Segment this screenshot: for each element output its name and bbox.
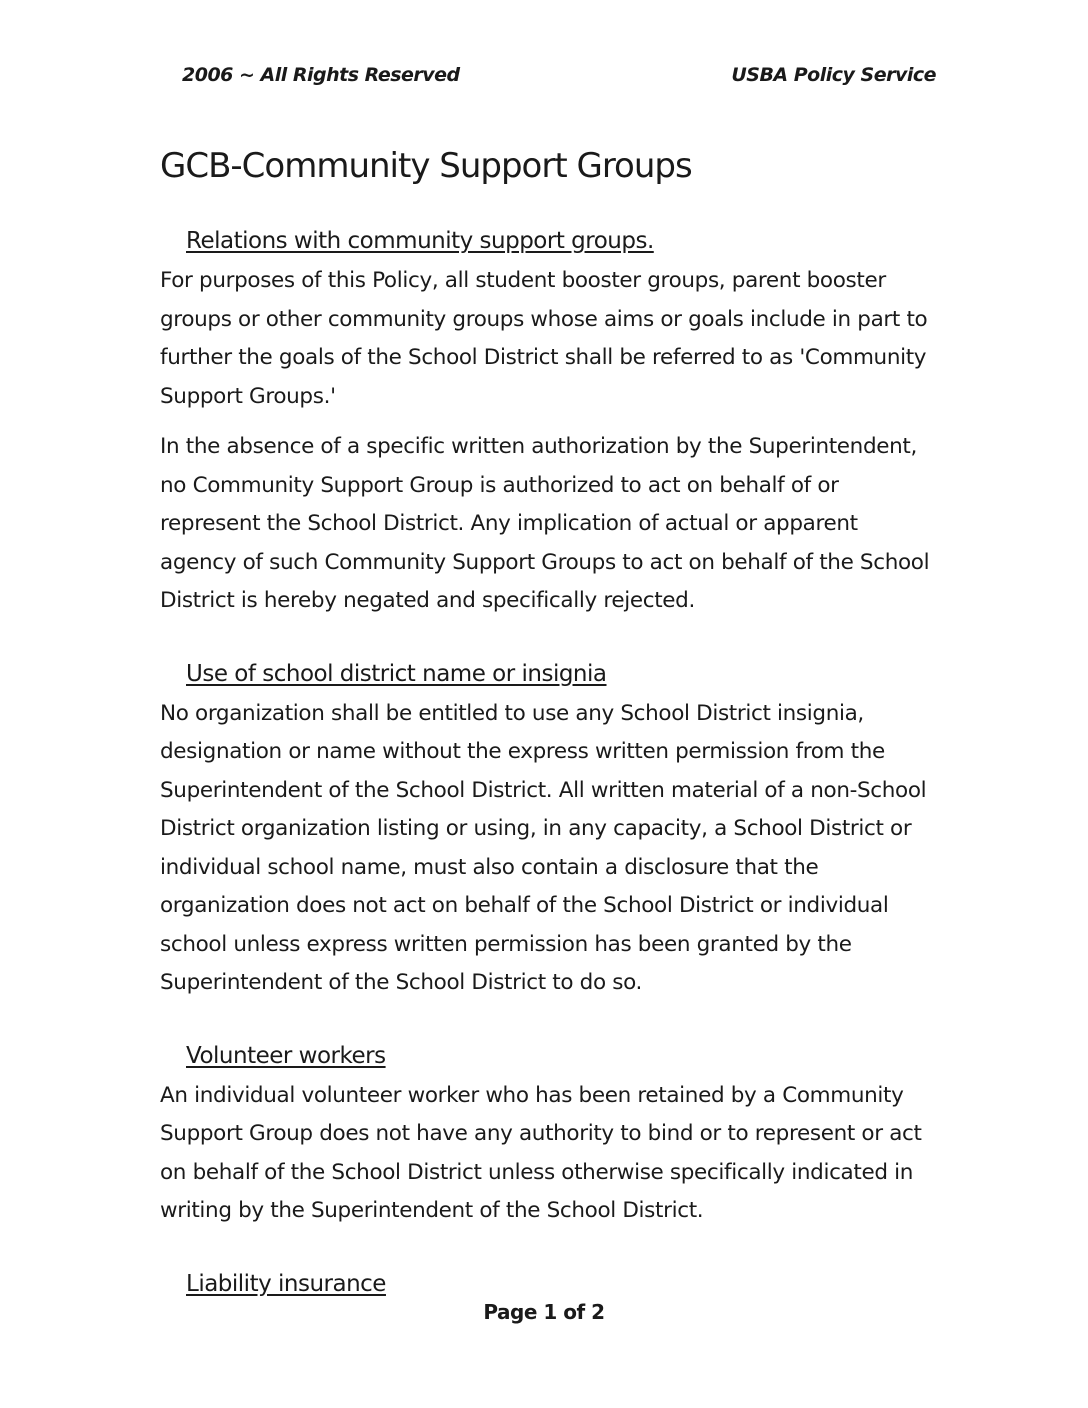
document-body [160, 222, 940, 1305]
section-heading: Relations with community support groups. [186, 228, 654, 254]
section-heading: Liability insurance [186, 1270, 386, 1297]
paragraph: For purposes of this Policy, all student booster groups, parent booster groups or other community groups whose aims or goals include in part to further the goals of the School District shall be referred to as 'Community Support Groups.' [160, 268, 928, 409]
section-volunteer-workers [160, 1037, 940, 1231]
section-heading: Volunteer workers [186, 1042, 386, 1069]
header-service-name: USBA Policy Service [731, 64, 936, 86]
paragraph: In the absence of a specific written authorization by the Superintendent, no Community Support Group is authorized to act on behalf of or represent the School District. Any implication of actual or apparent agency of such Community Support Groups to act on behalf of the School District is hereby negated and specifically rejected. [160, 434, 930, 613]
section-relations [160, 222, 940, 621]
section-heading: Use of school district name or insignia [186, 660, 607, 687]
section-liability-insurance [160, 1265, 940, 1303]
page-number: Page 1 of 2 [483, 1300, 605, 1324]
header-copyright: 2006 ~ All Rights Reserved [182, 64, 460, 86]
section-name-insignia [160, 655, 940, 1003]
paragraph: No organization shall be entitled to use any School District insignia, designation or name without the express written permission from the Superintendent of the School District. All written material of a non-School District organization listing or using, in any capacity, a School District or individual school name, must also contain a disclosure that the organization does not act on behalf of the School District or individual school unless express written permission has been granted by the Superintendent of the School District to do so. [160, 700, 927, 995]
paragraph: An individual volunteer worker who has been retained by a Community Support Group does not have any authority to bind or to represent or act on behalf of the School District unless otherwise specifically indicated in writing by the Superintendent of the School District. [160, 1082, 922, 1223]
page-title: GCB-Community Support Groups [160, 146, 692, 186]
